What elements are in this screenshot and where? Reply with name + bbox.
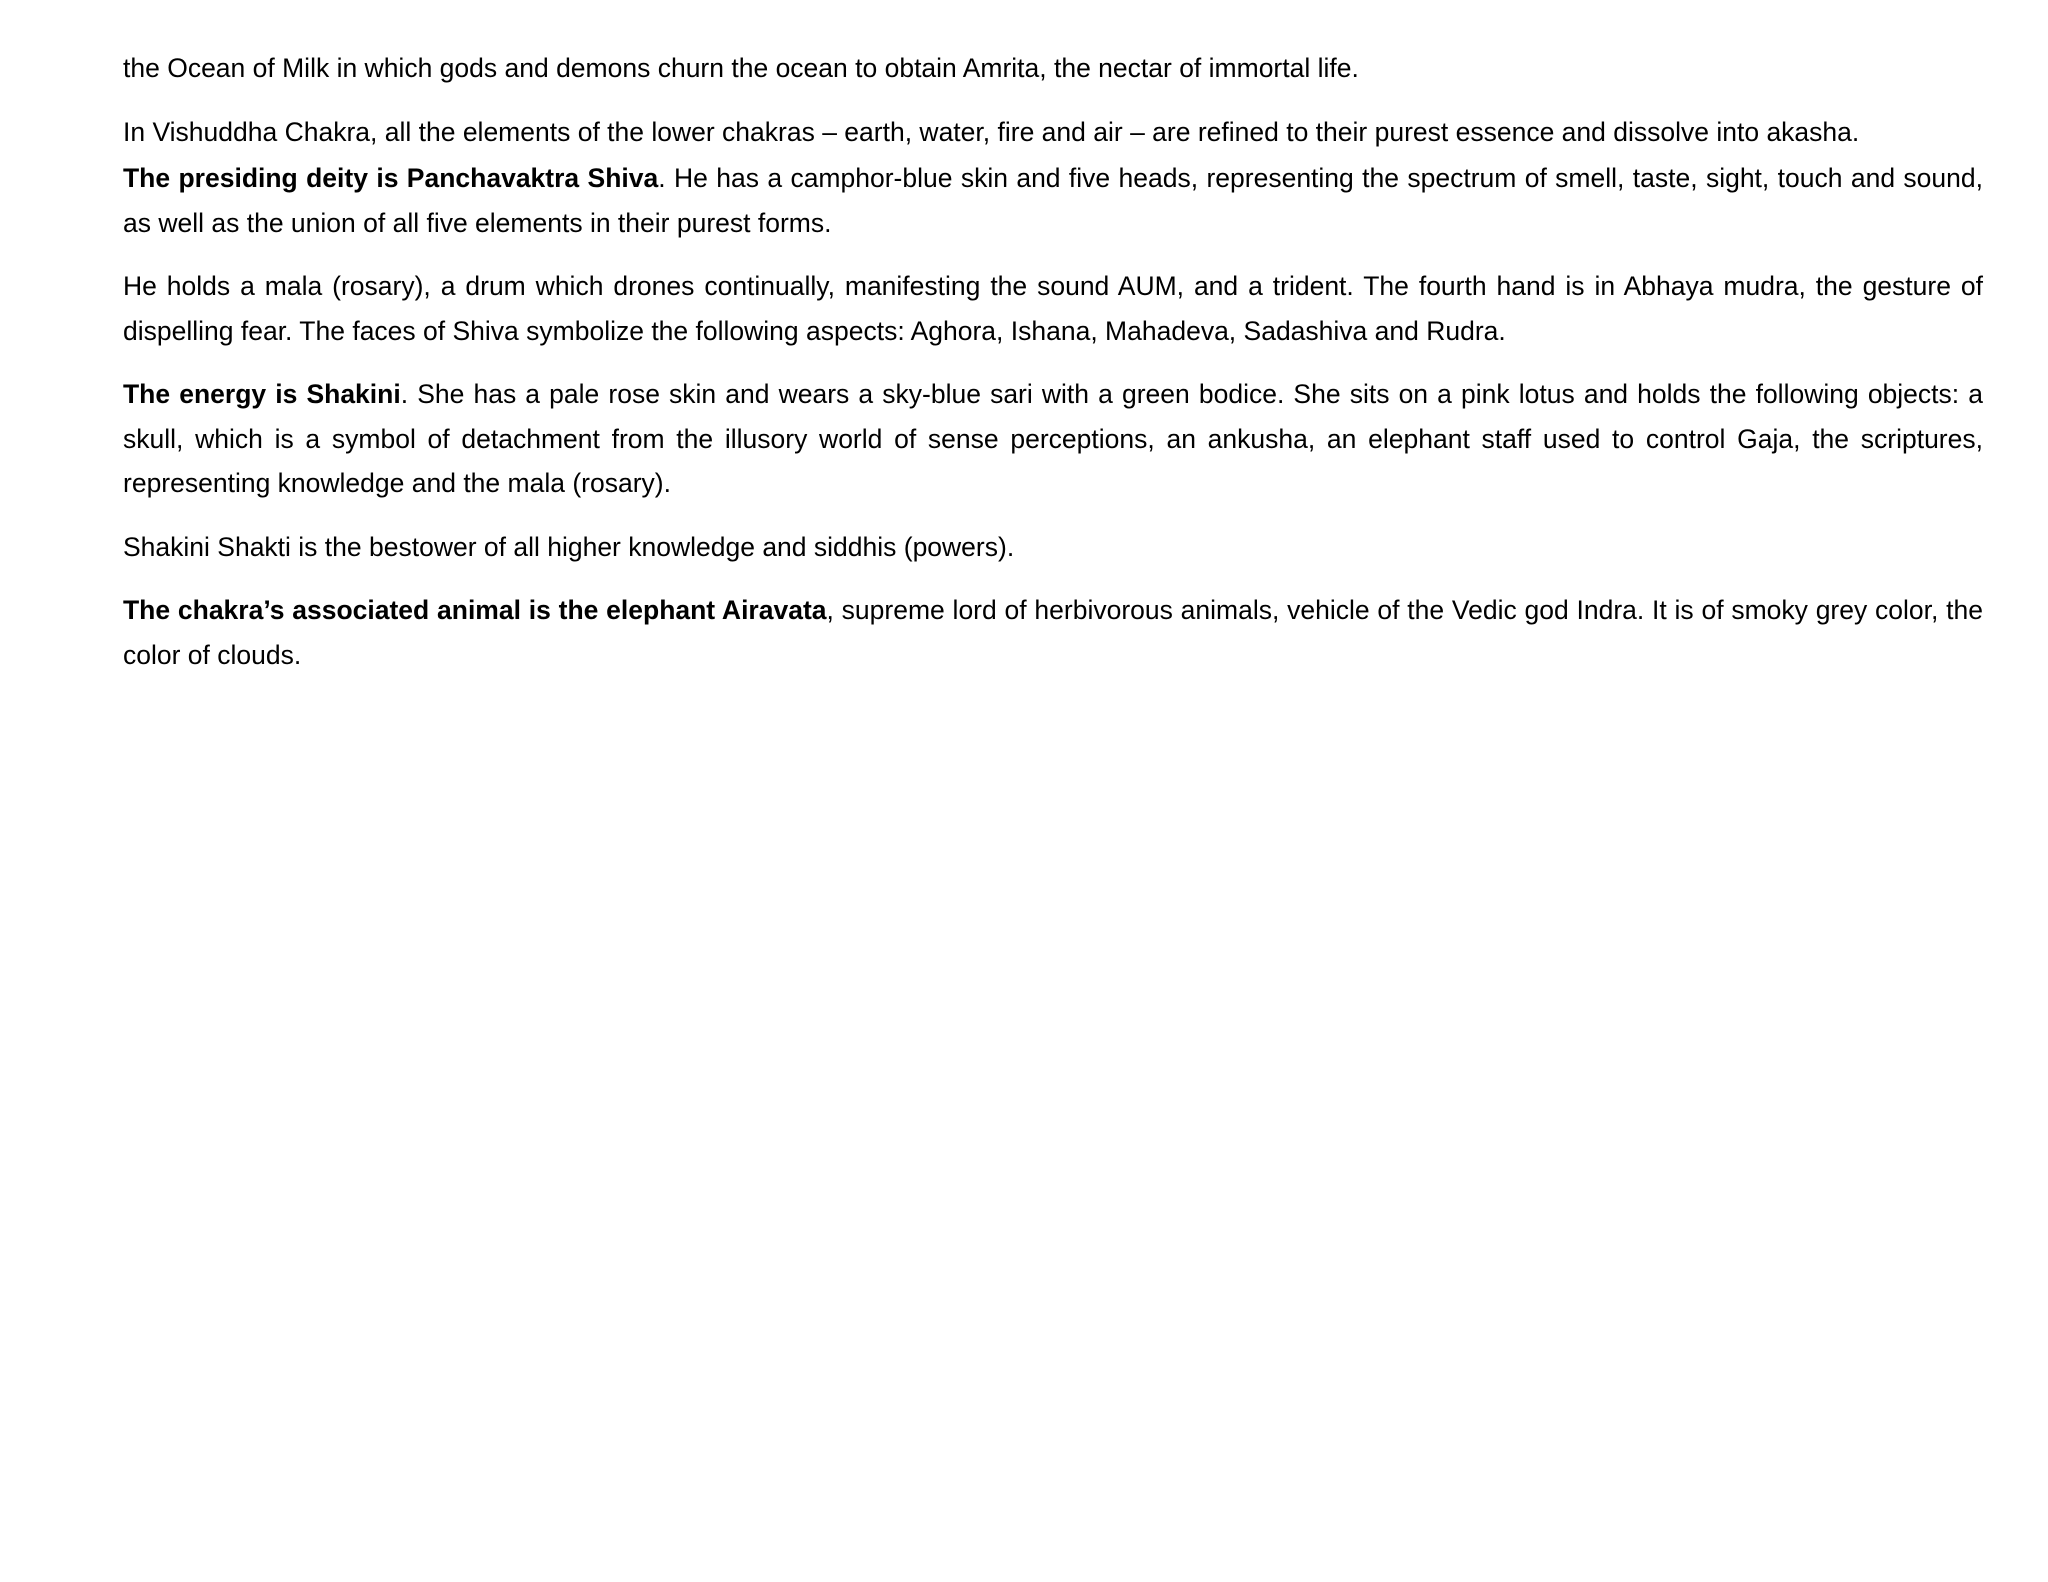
- paragraph-text: the Ocean of Milk in which gods and demons churn the ocean to obtain Amrita, the nectar of immortal life.: [123, 53, 1359, 83]
- paragraph-bold-lead: The energy is Shakini: [123, 379, 401, 409]
- paragraph-bold-lead: The chakra’s associated animal is the elephant Airavata: [123, 595, 827, 625]
- paragraph-text: In Vishuddha Chakra, all the elements of the lower chakras – earth, water, fire and air – are refined to their purest essence and dissolve into akasha.: [123, 116, 1860, 147]
- document-page: [123, 46, 1983, 677]
- paragraph-vishuddha-elements: [123, 110, 1983, 155]
- paragraph-energy-shakini: [123, 372, 1983, 506]
- paragraph-text: He holds a mala (rosary), a drum which drones continually, manifesting the sound AUM, and a trident. The fourth hand is in Abhaya mudra, the gesture of dispelling fear. The faces of Shiva symbolize the following aspects: Aghora, Ishana, Mahadeva, Sadashiva and Rudra.: [123, 271, 1983, 346]
- paragraph-shakini-shakti: [123, 525, 1983, 570]
- paragraph-ocean-of-milk: [123, 46, 1983, 91]
- paragraph-presiding-deity: [123, 156, 1983, 245]
- paragraph-text: , supreme lord of herbivorous animals, vehicle of the Vedic god Indra. It is of smoky grey color, the color of clouds.: [123, 595, 1983, 670]
- paragraph-associated-animal: [123, 588, 1983, 677]
- paragraph-text: Shakini Shakti is the bestower of all higher knowledge and siddhis (powers).: [123, 531, 1015, 562]
- paragraph-bold-lead: The presiding deity is Panchavaktra Shiva: [123, 163, 659, 193]
- paragraph-text: . He has a camphor-blue skin and five heads, representing the spectrum of smell, taste, sight, touch and sound, as well as the union of all five elements in their purest forms.: [123, 163, 1983, 238]
- paragraph-text: . She has a pale rose skin and wears a sky-blue sari with a green bodice. She sits on a pink lotus and holds the following objects: a skull, which is a symbol of detachment from the illusory world of sense perceptions, an ankusha, an elephant staff used to control Gaja, the scriptures, representing knowledge and the mala (rosary).: [123, 379, 1983, 498]
- paragraph-shiva-attributes: [123, 264, 1983, 353]
